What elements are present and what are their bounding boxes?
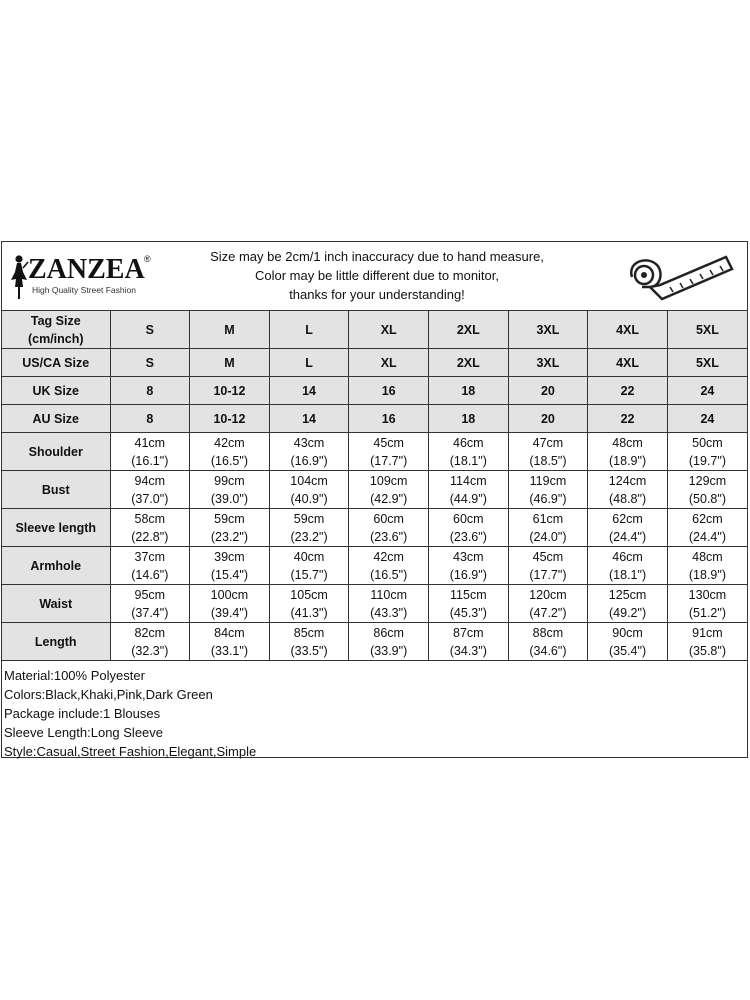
table-cell: 10-12 (190, 377, 270, 405)
table-cell: 18 (429, 405, 509, 433)
table-cell: 3XL (508, 311, 588, 349)
table-cell: 16 (349, 405, 429, 433)
table-cell: L (269, 349, 349, 377)
table-cell: 5XL (667, 349, 747, 377)
size-chart (1, 241, 748, 758)
row-label: Armhole (2, 547, 110, 585)
brand-logo (8, 252, 158, 302)
table-cell: 61cm (24.0") (508, 509, 588, 547)
table-cell: 45cm (17.7") (349, 433, 429, 471)
table-cell: 87cm (34.3") (429, 623, 509, 661)
table-cell: 84cm (33.1") (190, 623, 270, 661)
woman-silhouette-icon (8, 254, 30, 300)
table-cell: 42cm (16.5") (190, 433, 270, 471)
table-cell: 16 (349, 377, 429, 405)
table-row (2, 585, 747, 623)
table-cell: 115cm (45.3") (429, 585, 509, 623)
table-cell: 20 (508, 377, 588, 405)
measuring-tape-icon (622, 247, 737, 307)
brand-tagline: High Quality Street Fashion (32, 285, 136, 295)
table-cell: XL (349, 311, 429, 349)
row-label: Waist (2, 585, 110, 623)
table-cell: 48cm (18.9") (667, 547, 747, 585)
table-cell: 120cm (47.2") (508, 585, 588, 623)
table-cell: 124cm (48.8") (588, 471, 668, 509)
table-row (2, 405, 747, 433)
table-cell: 100cm (39.4") (190, 585, 270, 623)
table-cell: 110cm (43.3") (349, 585, 429, 623)
table-row (2, 349, 747, 377)
table-cell: 37cm (14.6") (110, 547, 190, 585)
table-cell: 125cm (49.2") (588, 585, 668, 623)
table-cell: 62cm (24.4") (667, 509, 747, 547)
table-row (2, 433, 747, 471)
table-cell: 90cm (35.4") (588, 623, 668, 661)
table-cell: 18 (429, 377, 509, 405)
detail-colors: Colors:Black,Khaki,Pink,Dark Green (4, 687, 213, 702)
table-cell: 14 (269, 377, 349, 405)
table-row (2, 547, 747, 585)
table-cell: 10-12 (190, 405, 270, 433)
table-cell: 20 (508, 405, 588, 433)
table-cell: 59cm (23.2") (269, 509, 349, 547)
table-cell: M (190, 311, 270, 349)
table-cell: 95cm (37.4") (110, 585, 190, 623)
notice-line: Color may be little different due to monitor, (255, 268, 499, 283)
table-cell: 86cm (33.9") (349, 623, 429, 661)
table-cell: 129cm (50.8") (667, 471, 747, 509)
table-cell: 62cm (24.4") (588, 509, 668, 547)
measurement-notice (172, 247, 582, 304)
row-label: US/CA Size (2, 349, 110, 377)
table-cell: 91cm (35.8") (667, 623, 747, 661)
row-label: UK Size (2, 377, 110, 405)
table-cell: M (190, 349, 270, 377)
row-label: AU Size (2, 405, 110, 433)
table-cell: 109cm (42.9") (349, 471, 429, 509)
table-cell: 82cm (32.3") (110, 623, 190, 661)
table-cell: 14 (269, 405, 349, 433)
table-cell: 88cm (34.6") (508, 623, 588, 661)
table-cell: XL (349, 349, 429, 377)
table-cell: L (269, 311, 349, 349)
row-label: Tag Size (cm/inch) (2, 311, 110, 349)
table-cell: 40cm (15.7") (269, 547, 349, 585)
table-cell: 60cm (23.6") (349, 509, 429, 547)
table-cell: 43cm (16.9") (429, 547, 509, 585)
row-label: Shoulder (2, 433, 110, 471)
table-cell: 24 (667, 405, 747, 433)
table-cell: 59cm (23.2") (190, 509, 270, 547)
table-cell: 99cm (39.0") (190, 471, 270, 509)
table-cell: 39cm (15.4") (190, 547, 270, 585)
table-cell: 8 (110, 377, 190, 405)
table-cell: 47cm (18.5") (508, 433, 588, 471)
detail-style: Style:Casual,Street Fashion,Elegant,Simple (4, 744, 257, 759)
chart-header (2, 242, 747, 311)
table-row (2, 509, 747, 547)
table-cell: 114cm (44.9") (429, 471, 509, 509)
table-cell: 48cm (18.9") (588, 433, 668, 471)
table-cell: 58cm (22.8") (110, 509, 190, 547)
table-row (2, 471, 747, 509)
table-cell: S (110, 349, 190, 377)
table-cell: 4XL (588, 311, 668, 349)
table-cell: 2XL (429, 311, 509, 349)
size-table (2, 311, 747, 661)
notice-line: thanks for your understanding! (289, 287, 465, 302)
row-label: Bust (2, 471, 110, 509)
detail-package: Package include:1 Blouses (4, 706, 161, 721)
product-details (2, 661, 747, 761)
table-cell: 2XL (429, 349, 509, 377)
table-cell: S (110, 311, 190, 349)
table-cell: 4XL (588, 349, 668, 377)
table-row (2, 311, 747, 349)
table-cell: 60cm (23.6") (429, 509, 509, 547)
table-cell: 50cm (19.7") (667, 433, 747, 471)
table-row (2, 623, 747, 661)
registered-mark: ® (144, 254, 151, 264)
table-cell: 43cm (16.9") (269, 433, 349, 471)
table-cell: 130cm (51.2") (667, 585, 747, 623)
notice-line: Size may be 2cm/1 inch inaccuracy due to hand measure, (210, 249, 544, 264)
detail-sleeve: Sleeve Length:Long Sleeve (4, 725, 164, 740)
table-cell: 42cm (16.5") (349, 547, 429, 585)
table-row (2, 377, 747, 405)
table-cell: 24 (667, 377, 747, 405)
table-cell: 41cm (16.1") (110, 433, 190, 471)
table-cell: 22 (588, 377, 668, 405)
table-cell: 46cm (18.1") (588, 547, 668, 585)
row-label: Length (2, 623, 110, 661)
table-cell: 8 (110, 405, 190, 433)
table-cell: 5XL (667, 311, 747, 349)
table-cell: 46cm (18.1") (429, 433, 509, 471)
table-cell: 85cm (33.5") (269, 623, 349, 661)
table-cell: 94cm (37.0") (110, 471, 190, 509)
table-cell: 45cm (17.7") (508, 547, 588, 585)
table-cell: 22 (588, 405, 668, 433)
row-label: Sleeve length (2, 509, 110, 547)
table-cell: 119cm (46.9") (508, 471, 588, 509)
brand-name: ZANZEA (28, 254, 145, 285)
detail-material: Material:100% Polyester (4, 668, 145, 683)
table-cell: 104cm (40.9") (269, 471, 349, 509)
table-cell: 3XL (508, 349, 588, 377)
table-cell: 105cm (41.3") (269, 585, 349, 623)
